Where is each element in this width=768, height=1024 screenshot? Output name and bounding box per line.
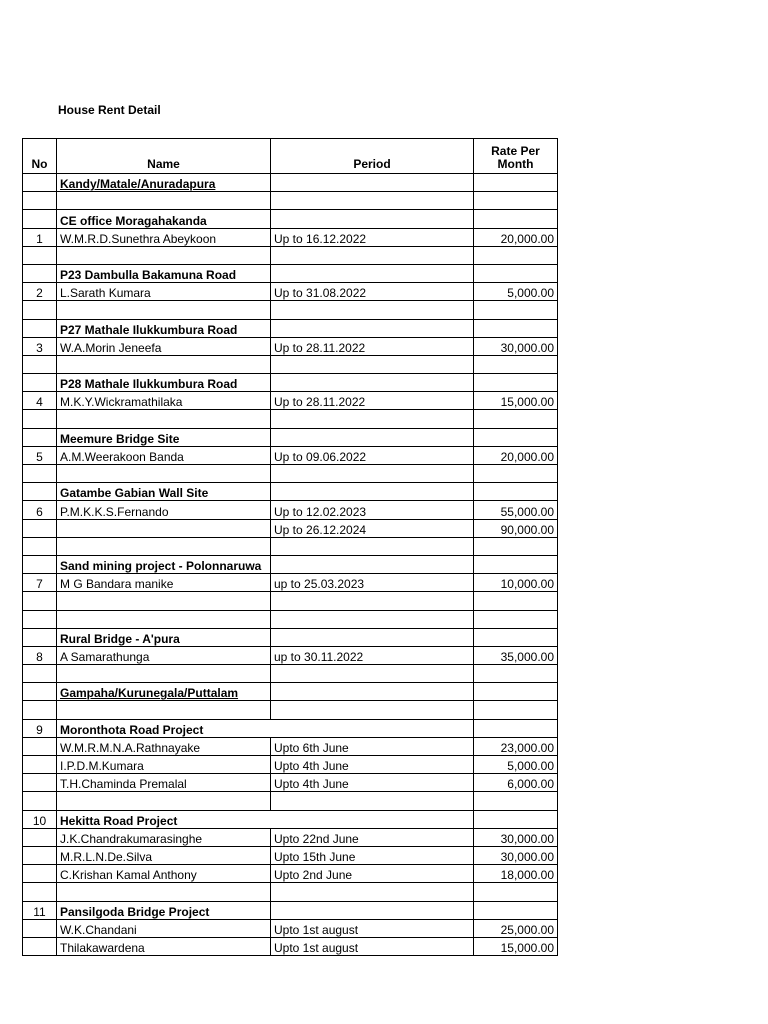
- cell-name: [57, 665, 271, 683]
- table-row: [23, 610, 558, 628]
- cell-period: Up to 09.06.2022: [271, 446, 474, 464]
- cell-no: [23, 374, 57, 392]
- cell-rate: [474, 610, 558, 628]
- cell-period: Upto 4th June: [271, 756, 474, 774]
- cell-rate: [474, 537, 558, 555]
- cell-rate: [474, 592, 558, 610]
- cell-name: I.P.D.M.Kumara: [57, 756, 271, 774]
- table-row: [23, 756, 558, 774]
- table-row: [23, 865, 558, 883]
- cell-period: Upto 22nd June: [271, 828, 474, 846]
- cell-rate: [474, 792, 558, 810]
- cell-name: [57, 592, 271, 610]
- table-row: [23, 646, 558, 664]
- cell-rate: [474, 410, 558, 428]
- table-row: [23, 574, 558, 592]
- cell-no: [23, 737, 57, 755]
- table-row: [23, 628, 558, 646]
- cell-period: [271, 628, 474, 646]
- cell-no: [23, 792, 57, 810]
- header-period: Period: [271, 139, 474, 174]
- table-row: [23, 428, 558, 446]
- cell-name: M G Bandara manike: [57, 574, 271, 592]
- table-row: [23, 283, 558, 301]
- cell-period: [271, 719, 474, 737]
- cell-rate: 18,000.00: [474, 865, 558, 883]
- cell-period: Upto 1st august: [271, 919, 474, 937]
- table-row: [23, 392, 558, 410]
- table-row: [23, 828, 558, 846]
- cell-no: 10: [23, 810, 57, 828]
- cell-name: Rural Bridge - A'pura: [57, 628, 271, 646]
- cell-rate: [474, 246, 558, 264]
- cell-name: T.H.Chaminda Premalal: [57, 774, 271, 792]
- cell-rate: [474, 374, 558, 392]
- table-row: [23, 465, 558, 483]
- cell-period: Upto 1st august: [271, 937, 474, 955]
- cell-period: [271, 592, 474, 610]
- cell-rate: [474, 301, 558, 319]
- house-rent-table: [22, 138, 558, 956]
- cell-no: [23, 774, 57, 792]
- cell-no: 8: [23, 646, 57, 664]
- cell-name: Moronthota Road Project: [57, 719, 271, 737]
- cell-period: up to 30.11.2022: [271, 646, 474, 664]
- cell-period: Upto 4th June: [271, 774, 474, 792]
- cell-period: [271, 410, 474, 428]
- cell-name: P27 Mathale Ilukkumbura Road: [57, 319, 271, 337]
- cell-period: [271, 246, 474, 264]
- cell-name: CE office Moragahakanda: [57, 210, 271, 228]
- cell-rate: 5,000.00: [474, 756, 558, 774]
- cell-rate: [474, 483, 558, 501]
- table-row: [23, 174, 558, 192]
- cell-period: [271, 264, 474, 282]
- cell-period: Up to 16.12.2022: [271, 228, 474, 246]
- cell-rate: 10,000.00: [474, 574, 558, 592]
- cell-period: Up to 12.02.2023: [271, 501, 474, 519]
- table-row: [23, 737, 558, 755]
- cell-no: [23, 410, 57, 428]
- cell-period: Up to 31.08.2022: [271, 283, 474, 301]
- cell-rate: 90,000.00: [474, 519, 558, 537]
- cell-period: [271, 192, 474, 210]
- cell-rate: [474, 628, 558, 646]
- table-row: [23, 919, 558, 937]
- table-row: [23, 555, 558, 573]
- table-row: [23, 355, 558, 373]
- table-row: [23, 937, 558, 955]
- cell-rate: 6,000.00: [474, 774, 558, 792]
- table-row: [23, 701, 558, 719]
- cell-name: Pansilgoda Bridge Project: [57, 901, 271, 919]
- table-row: [23, 264, 558, 282]
- cell-name: W.K.Chandani: [57, 919, 271, 937]
- cell-rate: [474, 192, 558, 210]
- cell-period: [271, 810, 474, 828]
- cell-no: [23, 756, 57, 774]
- table-row: [23, 483, 558, 501]
- cell-rate: 55,000.00: [474, 501, 558, 519]
- cell-period: Up to 28.11.2022: [271, 392, 474, 410]
- cell-name: Hekitta Road Project: [57, 810, 271, 828]
- cell-rate: [474, 174, 558, 192]
- cell-no: [23, 319, 57, 337]
- cell-no: [23, 665, 57, 683]
- cell-no: [23, 519, 57, 537]
- cell-rate: 30,000.00: [474, 337, 558, 355]
- cell-name: [57, 465, 271, 483]
- header-no: No: [23, 139, 57, 174]
- table-row: [23, 901, 558, 919]
- table-header-row: [23, 139, 558, 174]
- cell-no: [23, 264, 57, 282]
- document-title: House Rent Detail: [58, 103, 161, 117]
- cell-no: [23, 865, 57, 883]
- cell-rate: [474, 428, 558, 446]
- cell-period: Upto 2nd June: [271, 865, 474, 883]
- cell-rate: [474, 683, 558, 701]
- cell-period: Up to 28.11.2022: [271, 337, 474, 355]
- cell-period: [271, 428, 474, 446]
- cell-name: P23 Dambulla Bakamuna Road: [57, 264, 271, 282]
- cell-rate: 15,000.00: [474, 937, 558, 955]
- cell-rate: [474, 465, 558, 483]
- cell-name: W.A.Morin Jeneefa: [57, 337, 271, 355]
- cell-period: [271, 683, 474, 701]
- cell-rate: [474, 719, 558, 737]
- cell-no: [23, 174, 57, 192]
- cell-rate: 35,000.00: [474, 646, 558, 664]
- cell-rate: 25,000.00: [474, 919, 558, 937]
- table-row: [23, 883, 558, 901]
- cell-name: [57, 537, 271, 555]
- cell-period: [271, 883, 474, 901]
- cell-name: A.M.Weerakoon Banda: [57, 446, 271, 464]
- table-row: [23, 846, 558, 864]
- table-row: [23, 374, 558, 392]
- table-row: [23, 192, 558, 210]
- cell-no: [23, 555, 57, 573]
- cell-rate: [474, 665, 558, 683]
- table-row: [23, 319, 558, 337]
- cell-no: [23, 701, 57, 719]
- cell-no: [23, 628, 57, 646]
- cell-period: [271, 665, 474, 683]
- cell-period: [271, 319, 474, 337]
- table-row: [23, 446, 558, 464]
- cell-no: 4: [23, 392, 57, 410]
- cell-rate: [474, 319, 558, 337]
- cell-period: [271, 465, 474, 483]
- cell-period: [271, 792, 474, 810]
- table-row: [23, 246, 558, 264]
- cell-name: [57, 883, 271, 901]
- cell-name: L.Sarath Kumara: [57, 283, 271, 301]
- table-row: [23, 537, 558, 555]
- cell-name: Gampaha/Kurunegala/Puttalam: [57, 683, 271, 701]
- cell-period: [271, 701, 474, 719]
- cell-no: 2: [23, 283, 57, 301]
- cell-name: C.Krishan Kamal Anthony: [57, 865, 271, 883]
- cell-rate: [474, 355, 558, 373]
- header-name: Name: [57, 139, 271, 174]
- cell-no: [23, 610, 57, 628]
- cell-period: [271, 555, 474, 573]
- cell-name: Meemure Bridge Site: [57, 428, 271, 446]
- cell-no: [23, 301, 57, 319]
- cell-rate: [474, 555, 558, 573]
- table-row: [23, 519, 558, 537]
- table-row: [23, 337, 558, 355]
- cell-period: [271, 537, 474, 555]
- cell-period: [271, 174, 474, 192]
- cell-no: [23, 428, 57, 446]
- cell-rate: 30,000.00: [474, 828, 558, 846]
- cell-name: [57, 610, 271, 628]
- cell-period: [271, 355, 474, 373]
- cell-period: [271, 374, 474, 392]
- cell-rate: 15,000.00: [474, 392, 558, 410]
- cell-period: [271, 483, 474, 501]
- cell-rate: 20,000.00: [474, 228, 558, 246]
- cell-no: [23, 210, 57, 228]
- cell-no: 11: [23, 901, 57, 919]
- table-row: [23, 792, 558, 810]
- cell-name: [57, 410, 271, 428]
- cell-no: [23, 355, 57, 373]
- table-row: [23, 228, 558, 246]
- cell-no: 3: [23, 337, 57, 355]
- cell-name: W.M.R.D.Sunethra Abeykoon: [57, 228, 271, 246]
- cell-period: Upto 15th June: [271, 846, 474, 864]
- table-row: [23, 665, 558, 683]
- cell-no: 6: [23, 501, 57, 519]
- cell-name: P28 Mathale Ilukkumbura Road: [57, 374, 271, 392]
- cell-name: [57, 246, 271, 264]
- cell-name: Sand mining project - Polonnaruwa: [57, 555, 271, 573]
- cell-rate: 20,000.00: [474, 446, 558, 464]
- cell-rate: [474, 901, 558, 919]
- cell-period: Upto 6th June: [271, 737, 474, 755]
- cell-period: [271, 610, 474, 628]
- table-row: [23, 774, 558, 792]
- table-row: [23, 592, 558, 610]
- table-row: [23, 683, 558, 701]
- cell-no: [23, 465, 57, 483]
- cell-name: [57, 301, 271, 319]
- cell-no: [23, 592, 57, 610]
- cell-name: [57, 355, 271, 373]
- cell-name: Thilakawardena: [57, 937, 271, 955]
- cell-name: A Samarathunga: [57, 646, 271, 664]
- cell-no: [23, 483, 57, 501]
- cell-name: [57, 519, 271, 537]
- cell-no: [23, 828, 57, 846]
- cell-no: [23, 192, 57, 210]
- cell-name: M.R.L.N.De.Silva: [57, 846, 271, 864]
- cell-name: Kandy/Matale/Anuradapura: [57, 174, 271, 192]
- header-rate: Rate Per Month: [474, 139, 558, 174]
- cell-no: [23, 883, 57, 901]
- cell-name: [57, 701, 271, 719]
- cell-name: [57, 792, 271, 810]
- table-row: [23, 810, 558, 828]
- cell-period: [271, 210, 474, 228]
- cell-rate: [474, 810, 558, 828]
- cell-no: 7: [23, 574, 57, 592]
- cell-name: [57, 192, 271, 210]
- cell-name: Gatambe Gabian Wall Site: [57, 483, 271, 501]
- cell-no: 5: [23, 446, 57, 464]
- cell-period: up to 25.03.2023: [271, 574, 474, 592]
- cell-no: [23, 937, 57, 955]
- cell-rate: 5,000.00: [474, 283, 558, 301]
- cell-rate: [474, 264, 558, 282]
- table-row: [23, 501, 558, 519]
- cell-rate: [474, 210, 558, 228]
- cell-no: 9: [23, 719, 57, 737]
- cell-rate: [474, 701, 558, 719]
- cell-period: [271, 901, 474, 919]
- table-row: [23, 210, 558, 228]
- cell-no: [23, 919, 57, 937]
- cell-name: W.M.R.M.N.A.Rathnayake: [57, 737, 271, 755]
- cell-no: [23, 246, 57, 264]
- cell-name: M.K.Y.Wickramathilaka: [57, 392, 271, 410]
- cell-period: [271, 301, 474, 319]
- cell-name: J.K.Chandrakumarasinghe: [57, 828, 271, 846]
- cell-period: Up to 26.12.2024: [271, 519, 474, 537]
- table-row: [23, 410, 558, 428]
- table-row: [23, 301, 558, 319]
- cell-no: [23, 537, 57, 555]
- cell-rate: 30,000.00: [474, 846, 558, 864]
- cell-rate: [474, 883, 558, 901]
- cell-name: P.M.K.K.S.Fernando: [57, 501, 271, 519]
- cell-no: [23, 683, 57, 701]
- cell-rate: 23,000.00: [474, 737, 558, 755]
- cell-no: [23, 846, 57, 864]
- table-row: [23, 719, 558, 737]
- cell-no: 1: [23, 228, 57, 246]
